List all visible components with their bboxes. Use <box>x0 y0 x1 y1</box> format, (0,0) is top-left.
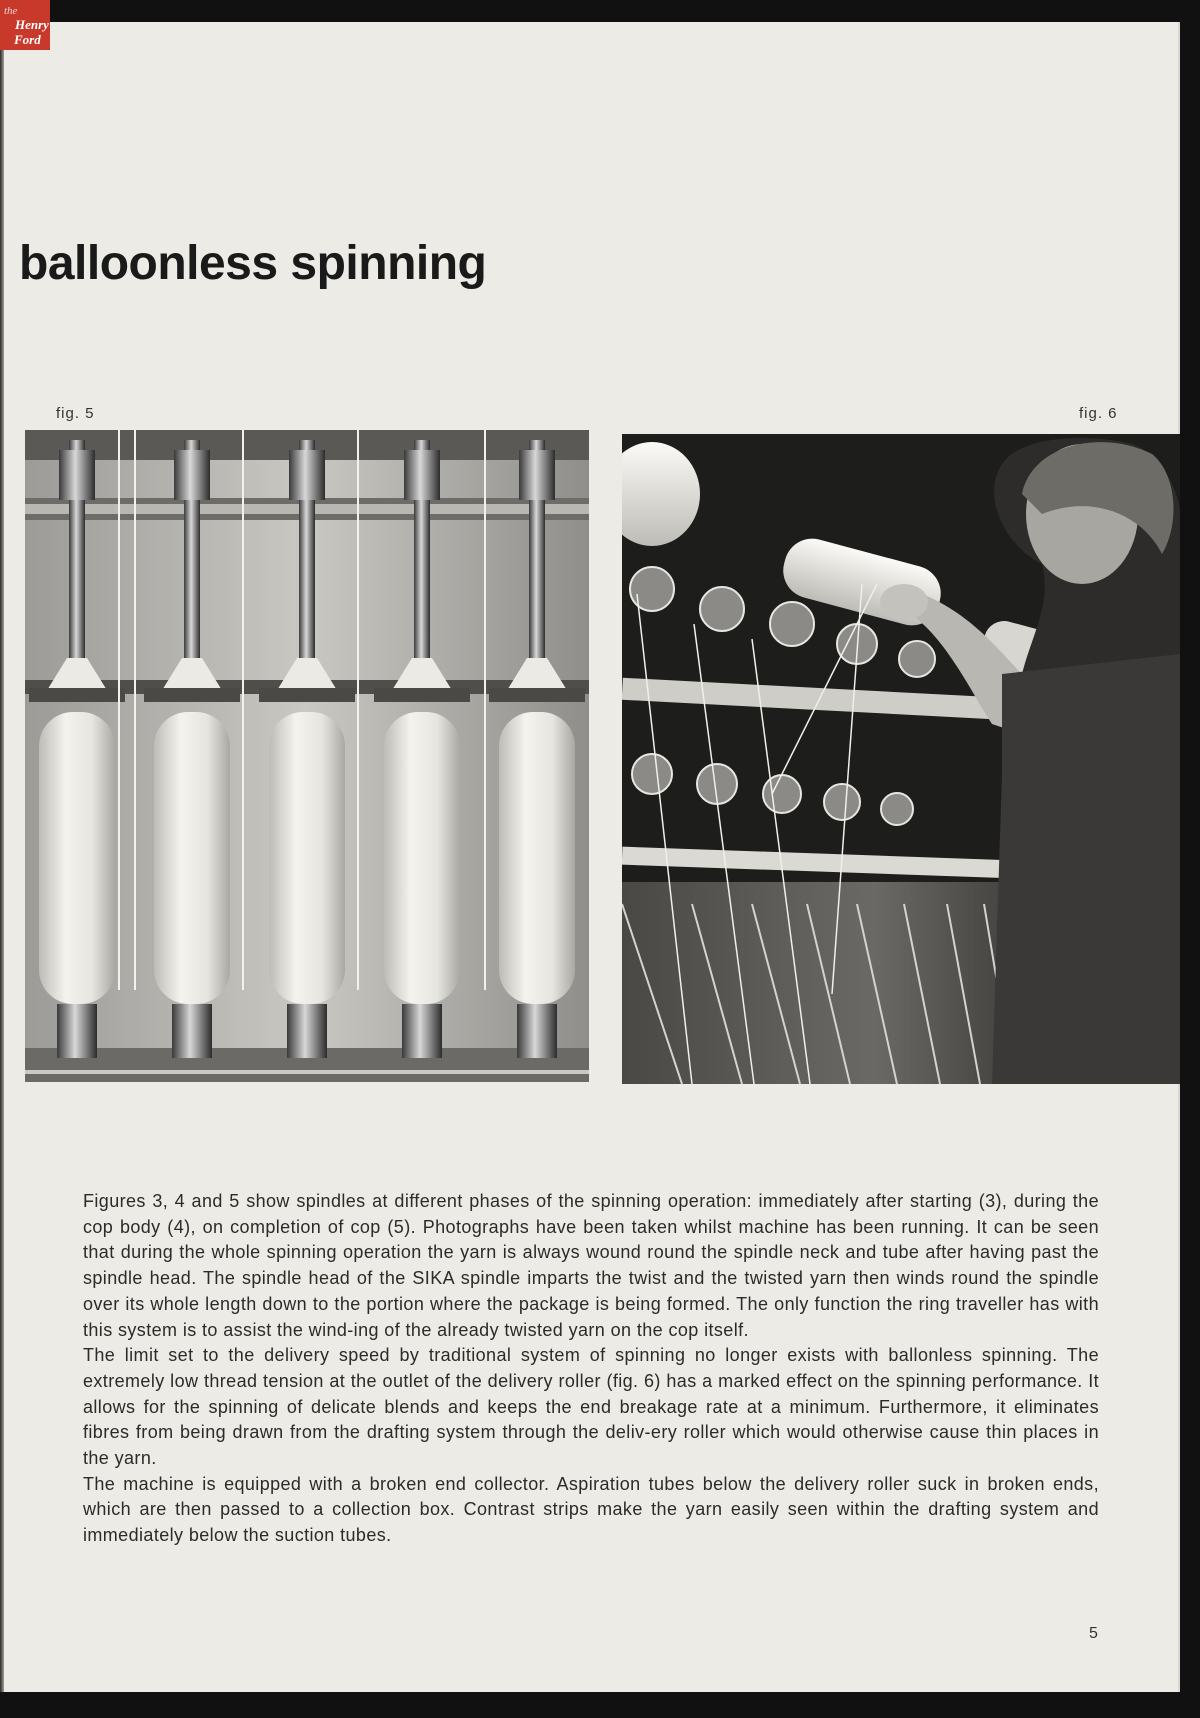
logo-text-the: the <box>4 5 18 17</box>
page-title: balloonless spinning <box>19 237 487 290</box>
fig5-label: fig. 5 <box>56 405 95 422</box>
fig5-spindles-photo <box>25 430 589 1082</box>
henry-ford-logo <box>0 0 50 50</box>
paragraph-broken-end-collector: The machine is equipped with a broken end collector. Aspiration tubes below the delivery roller suck in broken ends, which are then passed to a collection box. Contrast strips make the yarn easily seen within the drafting system and immediately below the suction tubes. <box>83 1473 1099 1546</box>
logo-text-ford: Ford <box>14 32 41 47</box>
fig6-label: fig. 6 <box>1079 405 1118 422</box>
logo-text-henry: Henry <box>15 17 49 32</box>
paragraph-figures-description: Figures 3, 4 and 5 show spindles at different phases of the spinning operation: immediately after starting (3), during the cop body (4), on completion of cop (5). Photographs have been taken whilst machine has been running. It can be seen that during the whole spinning operation the yarn is always wound round the spindle neck and tube after having past the spindle head. The spindle head of the SIKA spindle imparts the twist and the twisted yarn then winds round the spindle over its whole length down to the portion where the package is being formed. The only function the ring traveller has with this system is to assist the wind-ing of the already twisted yarn on the cop itself. <box>83 1191 1099 1340</box>
paragraph-delivery-speed: The limit set to the delivery speed by traditional system of spinning no longer exists with ballonless spinning. The extremely low thread tension at the outlet of the delivery roller (fig. 6) has a marked effect on the spinning performance. It allows for the spinning of delicate blends and keeps the end breakage rate at a minimum. Furthermore, it eliminates fibres from being drawn from the drafting system through the deliv-ery roller which would otherwise cause thin places in the yarn. <box>83 1345 1099 1469</box>
body-text <box>83 1189 1099 1549</box>
fig6-operator-photo <box>622 434 1180 1084</box>
page-number: 5 <box>1089 1625 1098 1642</box>
